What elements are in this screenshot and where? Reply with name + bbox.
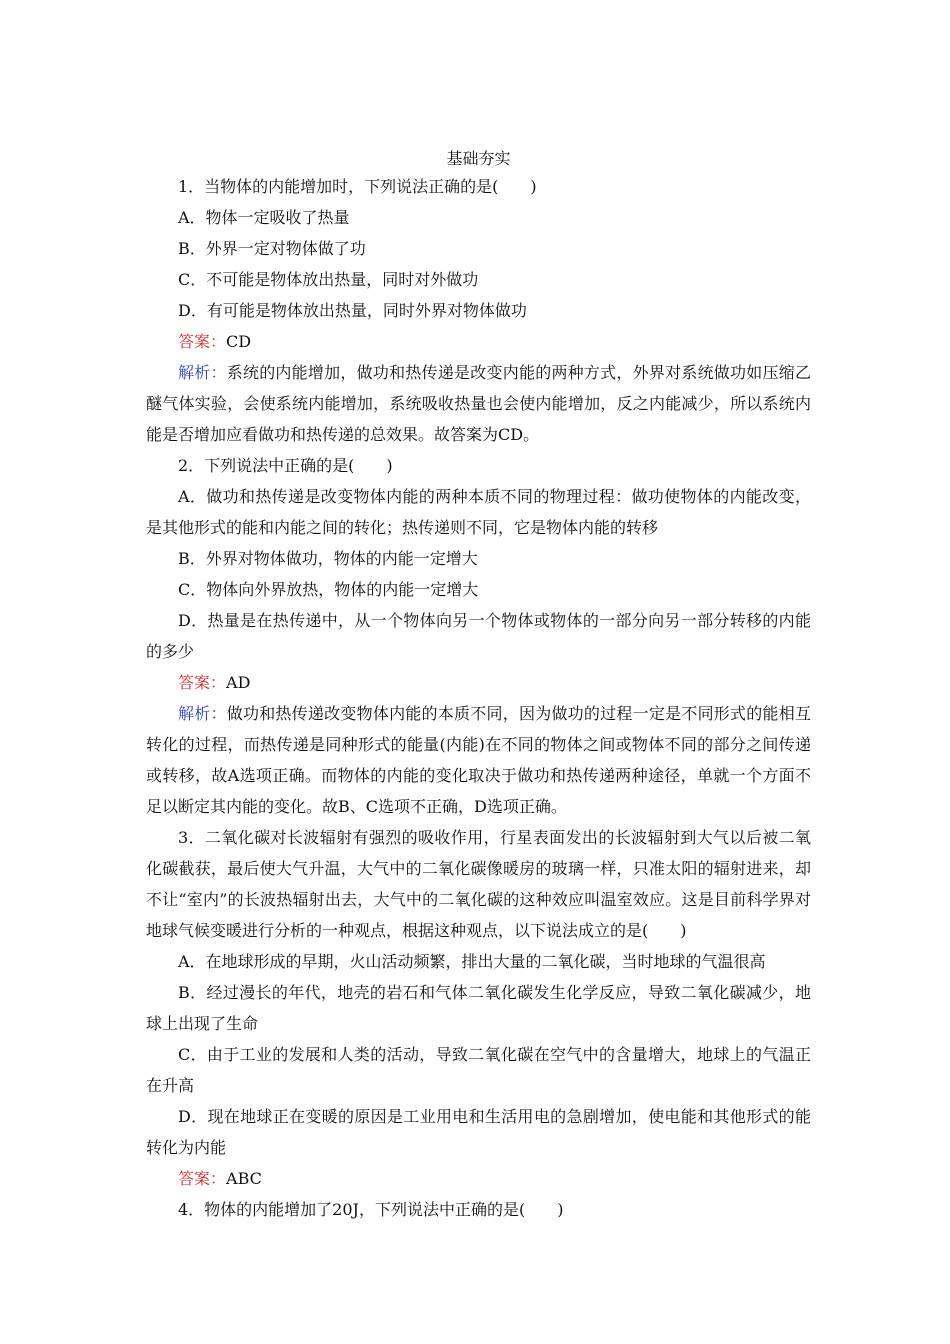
question-2-answer	[146, 667, 811, 698]
answer-label: 答案：	[178, 1169, 227, 1188]
analysis-text: 做功和热传递改变物体内能的本质不同，因为做功的过程一定是不同形式的能相互转化的过程，而热传递是同种形式的能量(内能)在不同的物体之间或物体不同的部分之间传递或转移，故A选项正确。而物体的内能的变化取决于做功和热传递两种途径，单就一个方面不足以断定其内能的变化。故B、C选项不正确，D选项正确。	[146, 704, 811, 816]
answer-value: CD	[226, 332, 252, 351]
question-3-answer	[146, 1163, 811, 1194]
answer-label: 答案：	[178, 673, 227, 692]
question-3-option-b: B．经过漫长的年代，地壳的岩石和气体二氧化碳发生化学反应，导致二氧化碳减少，地球上出现了生命	[146, 983, 811, 1033]
question-1	[146, 171, 811, 450]
question-1-option-a: A．物体一定吸收了热量	[178, 208, 350, 227]
analysis-label: 解析：	[178, 704, 227, 723]
question-2	[146, 450, 811, 822]
question-4	[146, 1194, 811, 1225]
question-2-option-a: A．做功和热传递是改变物体内能的两种本质不同的物理过程：做功使物体的内能改变，是其他形式的能和内能之间的转化；热传递则不同，它是物体内能的转移	[146, 487, 811, 537]
question-1-answer	[146, 326, 811, 357]
question-1-option-d: D．有可能是物体放出热量，同时外界对物体做功	[178, 301, 527, 320]
question-2-option-c: C．物体向外界放热，物体的内能一定增大	[178, 580, 479, 599]
question-2-option-d: D．热量是在热传递中，从一个物体向另一个物体或物体的一部分向另一部分转移的内能的多少	[146, 611, 811, 661]
answer-label: 答案：	[178, 332, 227, 351]
question-1-option-b: B．外界一定对物体做了功	[178, 239, 366, 258]
question-2-option-b: B．外界对物体做功，物体的内能一定增大	[178, 549, 478, 568]
answer-value: ABC	[226, 1169, 262, 1188]
question-1-stem: 1．当物体的内能增加时，下列说法正确的是( )	[178, 177, 537, 196]
question-3	[146, 822, 811, 1194]
section-title: 基础夯实	[446, 149, 511, 168]
question-2-analysis	[146, 698, 811, 822]
question-1-option-c: C．不可能是物体放出热量，同时对外做功	[178, 270, 479, 289]
answer-value: AD	[226, 673, 251, 692]
question-2-stem: 2．下列说法中正确的是( )	[178, 456, 393, 475]
question-3-stem: 3．二氧化碳对长波辐射有强烈的吸收作用，行星表面发出的长波辐射到大气以后被二氧化碳截获，最后使大气升温，大气中的二氧化碳像暖房的玻璃一样，只准太阳的辐射进来，却不让“室内”的长波热辐射出去，大气中的二氧化碳的这种效应叫温室效应。这是目前科学界对地球气候变暖进行分析的一种观点，根据这种观点，以下说法成立的是( )	[146, 828, 811, 940]
question-3-option-d: D．现在地球正在变暖的原因是工业用电和生活用电的急剧增加，使电能和其他形式的能转化为内能	[146, 1107, 811, 1157]
question-1-analysis	[146, 357, 811, 450]
document-page	[146, 147, 811, 1225]
question-4-stem: 4．物体的内能增加了20J，下列说法中正确的是( )	[178, 1200, 564, 1219]
question-3-option-a: A．在地球形成的早期，火山活动频繁，排出大量的二氧化碳，当时地球的气温很高	[178, 952, 766, 971]
analysis-label: 解析：	[178, 363, 227, 382]
analysis-text: 系统的内能增加，做功和热传递是改变内能的两种方式，外界对系统做功如压缩乙醚气体实验，会使系统内能增加，系统吸收热量也会使内能增加，反之内能减少，所以系统内能是否增加应看做功和热传递的总效果。故答案为CD。	[146, 363, 811, 444]
question-3-option-c: C．由于工业的发展和人类的活动，导致二氧化碳在空气中的含量增大，地球上的气温正在升高	[146, 1045, 811, 1095]
